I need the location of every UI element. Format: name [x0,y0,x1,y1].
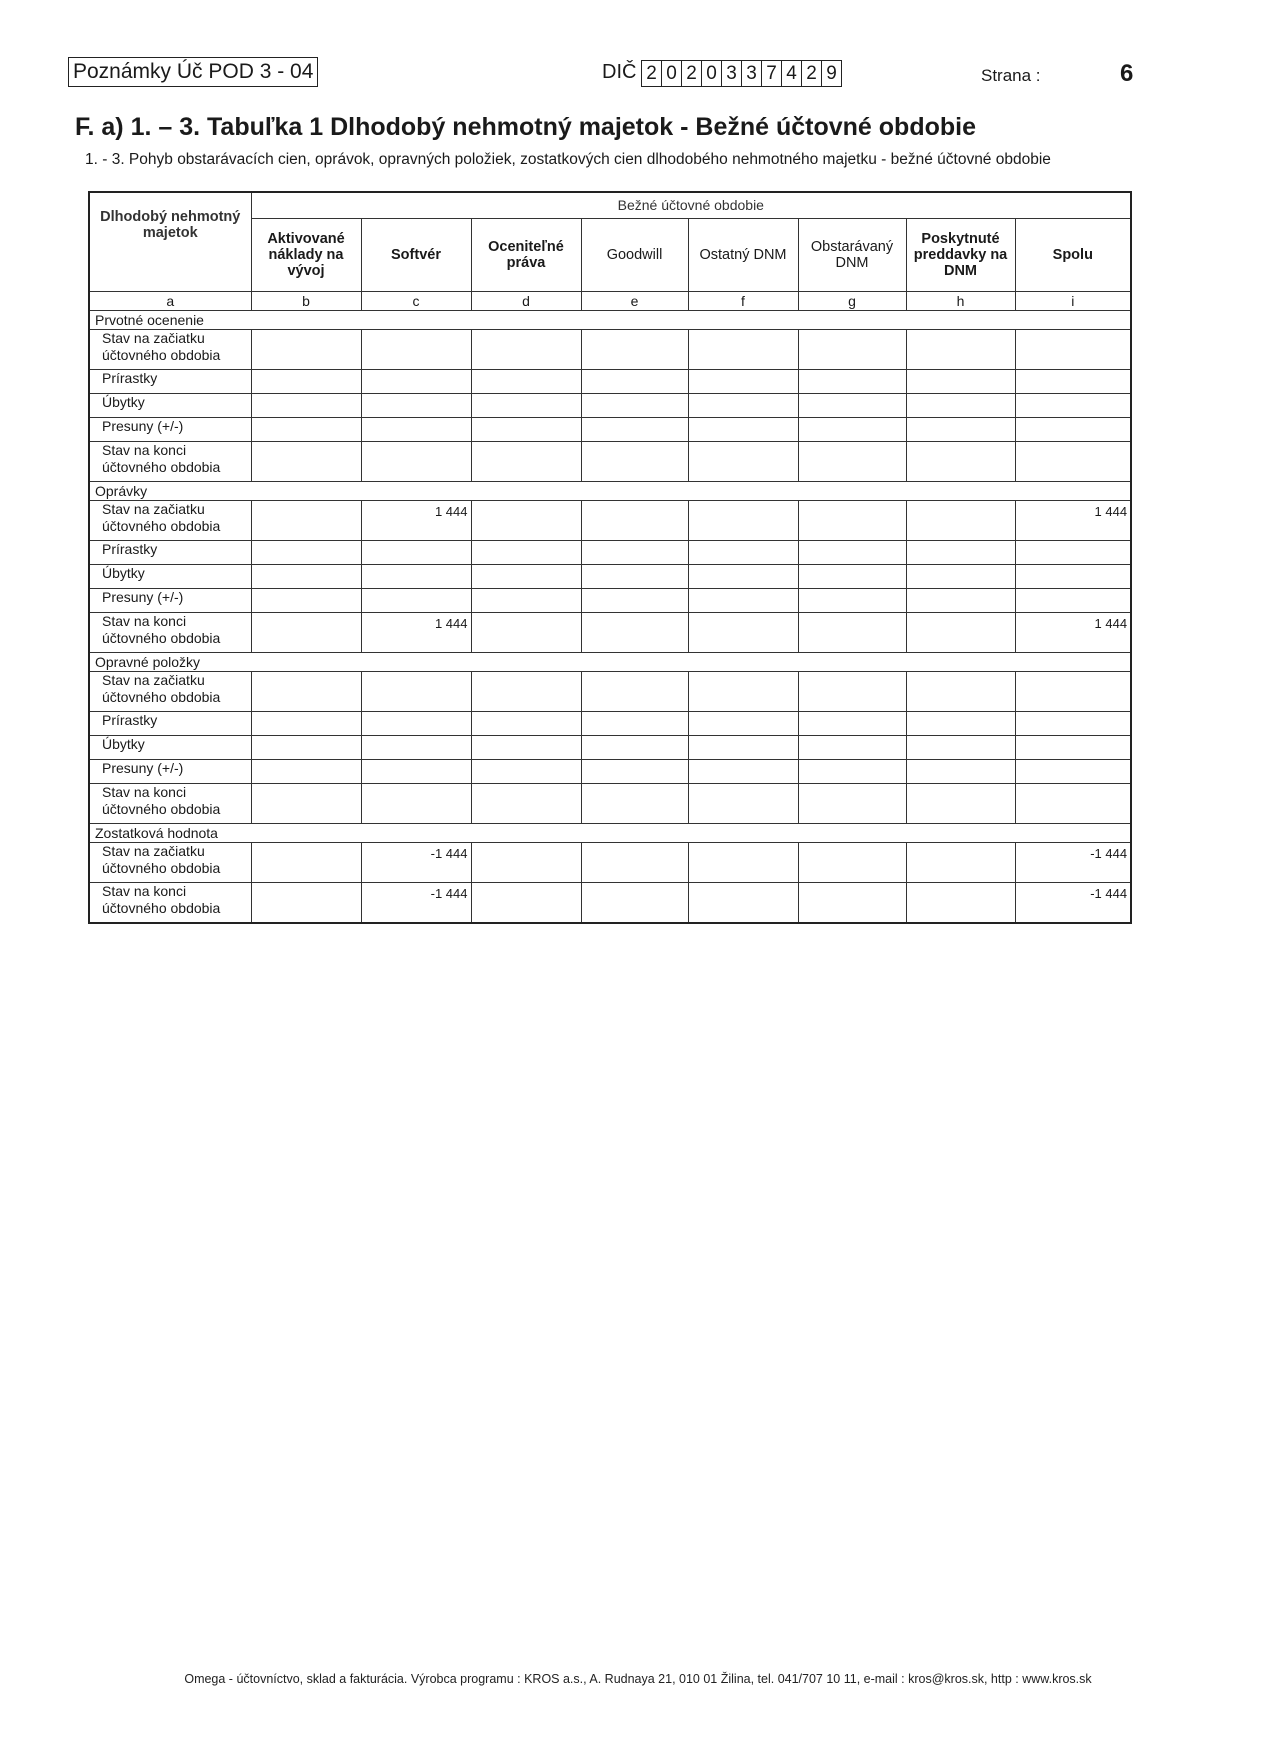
table-cell[interactable] [251,711,361,735]
table-cell[interactable] [471,564,581,588]
table-row [89,540,1131,564]
table-row [89,564,1131,588]
table-row [89,500,1131,540]
table-row [89,441,1131,481]
column-header: Ostatný DNM [688,218,798,291]
table-cell[interactable]: -1 444 [361,842,471,882]
table-cell[interactable] [471,612,581,652]
table-cell[interactable] [361,783,471,823]
table-cell[interactable] [251,500,361,540]
table-cell[interactable] [1015,441,1131,481]
column-letter: a [89,291,251,310]
table-cell[interactable] [581,369,688,393]
table-cell[interactable] [251,671,361,711]
table-cell[interactable] [1015,417,1131,441]
column-letter: g [798,291,906,310]
table-cell[interactable] [471,588,581,612]
table-cell[interactable] [251,369,361,393]
table-cell[interactable] [688,735,798,759]
table-cell[interactable] [798,671,906,711]
column-letter: b [251,291,361,310]
table-row [89,612,1131,652]
section-title: Zostatková hodnota [89,823,1131,842]
table-cell[interactable] [798,759,906,783]
table-cell[interactable] [906,759,1015,783]
row-label: Úbytky [89,564,251,588]
column-letter: d [471,291,581,310]
column-letter: f [688,291,798,310]
page-subtitle: 1. - 3. Pohyb obstarávacích cien, oprávok, opravných položiek, zostatkových cien dlhodobého nehmotného majetku - bežné účtovné obdobie [85,151,1051,168]
table-cell[interactable] [688,882,798,923]
row-label: Stav na začiatku účtovného obdobia [89,329,251,369]
column-header: Softvér [361,218,471,291]
table-cell[interactable] [581,783,688,823]
row-label: Úbytky [89,735,251,759]
table-cell[interactable] [798,588,906,612]
table-cell[interactable] [906,612,1015,652]
table-cell[interactable] [361,735,471,759]
table-cell[interactable] [581,842,688,882]
table-cell[interactable] [688,393,798,417]
dic-boxes [641,60,842,87]
table-cell[interactable] [906,564,1015,588]
row-label: Presuny (+/-) [89,759,251,783]
column-header: Poskytnuté preddavky na DNM [906,218,1015,291]
table-cell[interactable] [798,783,906,823]
table-cell[interactable] [906,369,1015,393]
table-cell[interactable] [798,612,906,652]
column-header: Goodwill [581,218,688,291]
table-cell[interactable] [906,540,1015,564]
table-cell[interactable] [1015,783,1131,823]
table-cell[interactable] [251,564,361,588]
table-cell[interactable] [798,393,906,417]
table-cell[interactable] [471,417,581,441]
table-cell[interactable] [798,329,906,369]
table-cell[interactable] [251,882,361,923]
table-cell[interactable] [581,882,688,923]
table-row [89,783,1131,823]
table-row [89,882,1131,923]
table-cell[interactable] [1015,393,1131,417]
table-cell[interactable] [581,759,688,783]
row-label: Prírastky [89,711,251,735]
table-cell[interactable] [906,783,1015,823]
dic-label: DIČ [602,61,637,83]
column-letter: c [361,291,471,310]
table-cell[interactable] [251,417,361,441]
table-cell[interactable] [1015,369,1131,393]
table-cell[interactable] [798,882,906,923]
table-cell[interactable] [906,441,1015,481]
table-cell[interactable] [251,540,361,564]
table-cell[interactable] [581,500,688,540]
table-cell[interactable] [471,369,581,393]
row-label: Prírastky [89,540,251,564]
dic-digit: 2 [682,61,702,86]
corner-header: Dlhodobý nehmotný majetok [89,192,251,291]
table-cell[interactable] [688,540,798,564]
table-cell[interactable] [581,735,688,759]
table-cell[interactable] [798,540,906,564]
dic-digit: 0 [662,61,682,86]
column-header: Spolu [1015,218,1131,291]
table-cell[interactable] [361,671,471,711]
asset-table [88,191,1132,924]
table-cell[interactable] [471,842,581,882]
page-number: 6 [1120,60,1134,87]
table-cell[interactable] [798,417,906,441]
table-cell[interactable] [1015,540,1131,564]
table-cell[interactable] [1015,671,1131,711]
footer: Omega - účtovníctvo, sklad a fakturácia. Výrobca programu : KROS a.s., A. Rudnaya 21, 010 01 Žilina, tel. 041/707 10 11, e-mail : kros@kros.sk, http : www.kros.sk [184,1672,1092,1686]
table-cell[interactable] [1015,588,1131,612]
section-title: Opravné položky [89,652,1131,671]
table-cell[interactable] [688,441,798,481]
table-cell[interactable] [906,711,1015,735]
table-cell[interactable] [361,564,471,588]
table-cell[interactable] [688,612,798,652]
row-label: Úbytky [89,393,251,417]
table-cell[interactable] [361,393,471,417]
dic-digit: 9 [826,63,837,84]
table-cell[interactable] [471,393,581,417]
table-row [89,671,1131,711]
row-label: Stav na konci účtovného obdobia [89,783,251,823]
table-row [89,417,1131,441]
table-cell[interactable] [688,564,798,588]
table-cell[interactable] [688,783,798,823]
row-label: Stav na začiatku účtovného obdobia [89,671,251,711]
table-cell[interactable] [471,500,581,540]
table-cell[interactable] [1015,735,1131,759]
table-cell[interactable] [688,588,798,612]
row-label: Prírastky [89,369,251,393]
table-row [89,329,1131,369]
table-cell[interactable] [1015,759,1131,783]
table-row [89,735,1131,759]
table-cell[interactable] [688,329,798,369]
table-cell[interactable] [906,329,1015,369]
table-cell[interactable] [581,393,688,417]
table-cell[interactable] [471,882,581,923]
strana-label: Strana : [981,66,1041,85]
table-cell[interactable] [361,441,471,481]
table-cell[interactable] [251,759,361,783]
table-cell[interactable] [251,329,361,369]
dic-digit: 4 [782,61,802,86]
table-cell[interactable] [798,735,906,759]
table-cell[interactable] [688,500,798,540]
table-row [89,393,1131,417]
table-cell[interactable] [251,441,361,481]
table-cell[interactable] [471,329,581,369]
column-header: Aktivované náklady na vývoj [251,218,361,291]
table-cell[interactable] [361,329,471,369]
table-cell[interactable] [471,441,581,481]
period-header: Bežné účtovné obdobie [251,192,1131,218]
table-cell[interactable] [361,540,471,564]
table-cell[interactable] [581,441,688,481]
table-cell[interactable] [471,759,581,783]
table-cell[interactable] [471,783,581,823]
table-cell[interactable] [251,612,361,652]
table-cell[interactable] [361,711,471,735]
section-title: Oprávky [89,481,1131,500]
table-cell[interactable]: -1 444 [1015,882,1131,923]
table-cell[interactable] [798,842,906,882]
table-cell[interactable] [688,711,798,735]
table-cell[interactable] [688,369,798,393]
row-label: Presuny (+/-) [89,417,251,441]
table-cell[interactable] [798,369,906,393]
table-cell[interactable] [798,564,906,588]
section-title: Prvotné ocenenie [89,310,1131,329]
table-cell[interactable] [581,564,688,588]
row-label: Stav na konci účtovného obdobia [89,882,251,923]
table-cell[interactable] [581,711,688,735]
table-cell[interactable] [251,735,361,759]
table-cell[interactable] [688,759,798,783]
table-cell[interactable] [581,540,688,564]
table-cell[interactable] [581,612,688,652]
table-cell[interactable]: 1 444 [361,612,471,652]
table-cell[interactable] [1015,711,1131,735]
table-cell[interactable] [688,842,798,882]
table-cell[interactable] [906,500,1015,540]
table-cell[interactable] [581,588,688,612]
table-cell[interactable]: 1 444 [1015,500,1131,540]
table-cell[interactable] [906,393,1015,417]
table-cell[interactable] [251,393,361,417]
column-letter: h [906,291,1015,310]
table-cell[interactable] [906,417,1015,441]
table-cell[interactable] [471,671,581,711]
table-cell[interactable] [471,711,581,735]
table-cell[interactable] [361,369,471,393]
table-cell[interactable] [361,417,471,441]
form-code: Poznámky Úč POD 3 - 04 [68,57,318,87]
table-cell[interactable] [688,417,798,441]
table-row [89,842,1131,882]
table-cell[interactable] [251,842,361,882]
column-letter: e [581,291,688,310]
dic-digit: 3 [742,61,762,86]
dic-digit: 2 [802,61,822,86]
table-cell[interactable] [906,671,1015,711]
dic-digit: 2 [642,61,662,86]
table-cell[interactable] [906,842,1015,882]
row-label: Stav na konci účtovného obdobia [89,441,251,481]
table-cell[interactable] [581,671,688,711]
table-cell[interactable] [1015,329,1131,369]
table-cell[interactable] [906,735,1015,759]
table-row [89,369,1131,393]
column-letter: i [1015,291,1131,310]
table-row [89,759,1131,783]
table-cell[interactable] [251,588,361,612]
table-cell[interactable] [581,417,688,441]
table-cell[interactable] [251,783,361,823]
table-cell[interactable]: 1 444 [1015,612,1131,652]
table-cell[interactable] [581,329,688,369]
dic-digit: 0 [702,61,722,86]
row-label: Stav na začiatku účtovného obdobia [89,842,251,882]
table-cell[interactable] [688,671,798,711]
dic-digit: 3 [722,61,742,86]
row-label: Stav na začiatku účtovného obdobia [89,500,251,540]
column-header: Oceniteľné práva [471,218,581,291]
table-cell[interactable]: -1 444 [361,882,471,923]
table-cell[interactable] [906,882,1015,923]
table-cell[interactable] [798,500,906,540]
table-cell[interactable] [361,759,471,783]
row-label: Presuny (+/-) [89,588,251,612]
table-cell[interactable] [906,588,1015,612]
table-cell[interactable] [798,441,906,481]
column-header: Obstarávaný DNM [798,218,906,291]
row-label: Stav na konci účtovného obdobia [89,612,251,652]
table-cell[interactable] [361,588,471,612]
table-row [89,588,1131,612]
table-row [89,711,1131,735]
table-cell[interactable] [1015,564,1131,588]
table-cell[interactable] [471,540,581,564]
dic-digit: 7 [762,61,782,86]
table-cell[interactable]: 1 444 [361,500,471,540]
page-title: F. a) 1. – 3. Tabuľka 1 Dlhodobý nehmotný majetok - Bežné účtovné obdobie [75,113,976,141]
table-cell[interactable] [471,735,581,759]
table-cell[interactable] [798,711,906,735]
table-cell[interactable]: -1 444 [1015,842,1131,882]
